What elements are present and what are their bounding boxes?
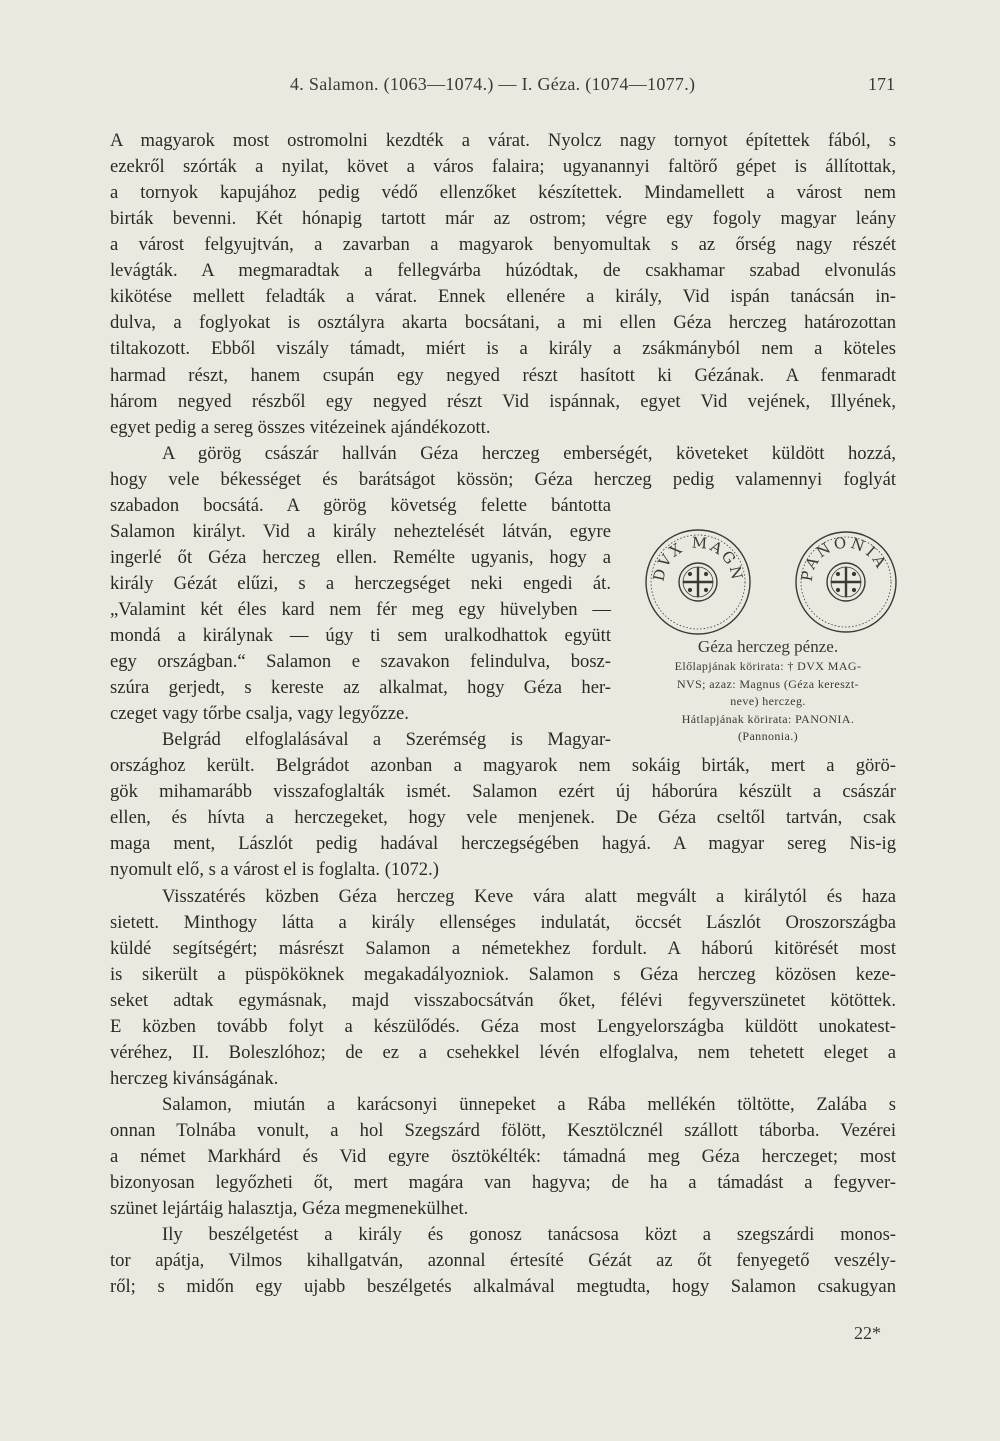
caption-line: (Pannonia.) bbox=[737, 729, 799, 743]
text-line: szúra gerjedt, s kereste az alkalmat, hogy Géza her- bbox=[110, 677, 611, 699]
text-line: országhoz került. Belgrádot azonban a magyarok nem sokáig birták, mert a görö- bbox=[110, 755, 896, 777]
running-title: 4. Salamon. (1063—1074.) — I. Géza. (1074—1077.) bbox=[290, 74, 696, 94]
caption-line: neve) herczeg. bbox=[730, 694, 806, 708]
coin-front bbox=[636, 520, 750, 634]
text-line: onnan Tolnába vonult, a hol Szegszárd fölött, Kesztölcznél szállott táborba. Vezérei bbox=[110, 1119, 896, 1141]
text-line: tor apátja, Vilmos kihallgatván, azonnal értesíté Gézát az őt fenyegető veszély- bbox=[110, 1250, 896, 1272]
text-line: Visszatérés közben Géza herczeg Keve vára alatt megvált a királytól és haza bbox=[162, 885, 896, 907]
text-line: véréhez, II. Boleszlóhoz; de ez a csehekkel lévén elfoglalva, nem tehetett eleget a bbox=[110, 1041, 896, 1063]
signature-mark: 22* bbox=[854, 1323, 881, 1343]
text-line: Salamon, miután a karácsonyi ünnepeket a Rába mellékén töltötte, Zalába s bbox=[162, 1093, 896, 1115]
caption-line: Előlapjának körirata: † DVX MAG- bbox=[674, 659, 862, 673]
text-line: a várost felgyujtván, a zavarban a magyarok benyomultak s az őrség nagy részét bbox=[110, 234, 896, 256]
caption-line: NVS; azaz: Magnus (Géza kereszt- bbox=[676, 676, 860, 691]
text-line: A magyarok most ostromolni kezdték a várat. Nyolcz nagy tornyot építettek fából, s bbox=[110, 130, 896, 151]
text-line: a német Markhárd és Vid egyre ösztökélték: támadná meg Géza herczeget; most bbox=[110, 1146, 896, 1167]
text-line: czeget vagy tőrbe csalja, vagy legyőzze. bbox=[110, 703, 409, 725]
coin-illustration bbox=[636, 520, 900, 644]
text-line: levágták. A megmaradtak a fellegvárba húzódtak, de csakhamar szabad elvonulás bbox=[110, 260, 896, 282]
text-line: mondá a királynak — úgy ti sem uralkodhattok együtt bbox=[110, 625, 611, 646]
figure-caption-title: Géza herczeg pénze. bbox=[697, 637, 839, 656]
page-number: 171 bbox=[868, 74, 895, 94]
text-line: hogy vele békességet és barátságot kössön; Géza herczeg pedig valamennyi foglyát bbox=[110, 468, 896, 490]
coin-back-legend: PANONIA bbox=[797, 533, 892, 583]
text-line: ről; s midőn egy ujabb beszélgetés alkalmával megtudta, hogy Salamon csakugyan bbox=[110, 1276, 896, 1298]
text-line: egy országban.“ Salamon e szavakon felindulva, bosz- bbox=[110, 651, 611, 672]
text-line: küldé segítségért; másrészt Salamon a németekhez fordult. A háború kitörését most bbox=[110, 937, 896, 959]
text-line: ezekről szórták a nyilat, követ a város falaira; ugyanannyi faltörő gépet is állítottak, bbox=[110, 156, 896, 178]
text-line: A görög császár hallván Géza herczeg emberségét, követeket küldött hozzá, bbox=[162, 442, 896, 464]
svg-text:PANONIA bbox=[798, 533, 891, 582]
coin-back bbox=[796, 532, 896, 632]
text-line: király Gézát elűzi, s a herczegséget neki engedi át. bbox=[110, 572, 611, 594]
text-line: ellen, és hívta a herczegeket, hogy vele menjenek. De Géza cseltől tartván, csak bbox=[110, 807, 896, 829]
text-line: szabadon bocsátá. A görög követség felette bántotta bbox=[110, 494, 611, 516]
text-line: sietett. Minthogy látta a király ellenséges indulatát, öccsét Lászlót Oroszországba bbox=[110, 911, 896, 933]
text-line: tiltakozott. Ebből viszály támadt, miért is a király a zsákmányból nem a köteles bbox=[110, 338, 896, 360]
text-line: E közben tovább folyt a készülődés. Géza most Lengyelországba küldött unokatest- bbox=[110, 1015, 896, 1037]
text-line: birták bevenni. Két hónapig tartott már az ostrom; végre egy fogoly magyar leány bbox=[110, 208, 896, 230]
text-line: Ily beszélgetést a király és gonosz tanácsosa közt a szegszárdi monos- bbox=[162, 1224, 896, 1246]
text-line: herczeg kivánságának. bbox=[110, 1067, 279, 1089]
coin-front-legend: DVX MAGN bbox=[649, 533, 747, 584]
text-line: seket adtak egymásnak, majd visszabocsátván őket, félévi fegyverszünetet kötöttek. bbox=[110, 989, 896, 1011]
caption-line: Hátlapjának körirata: PANONIA. bbox=[681, 711, 855, 726]
text-line: egyet pedig a sereg összes vitézeinek ajándékozott. bbox=[110, 416, 491, 438]
text-line: kikötése mellett feladták a várat. Ennek ellenére a király, Vid ispán tanácsán in- bbox=[110, 286, 896, 308]
text-line: Belgrád elfoglalásával a Szerémség is Magyar- bbox=[162, 729, 611, 751]
text-line: ingerlé őt Géza herczeg ellen. Remélte ugyanis, hogy a bbox=[110, 546, 611, 568]
text-line: szünet lejártáig halasztja, Géza megmenekülhet. bbox=[110, 1198, 469, 1219]
text-line: maga ment, Lászlót pedig hadával herczegségében hagyá. A magyar sereg Nis-ig bbox=[110, 833, 896, 855]
page-header bbox=[0, 74, 1000, 104]
text-line: a tornyok kapujához pedig védő ellenzőket készítettek. Mindamellett a várost nem bbox=[110, 182, 896, 204]
text-line: harmad részt, hanem csupán egy negyed részt hasított ki Gézának. A fenmaradt bbox=[110, 364, 896, 386]
text-line: három negyed részből egy negyed részt Vid ispánnak, egyet Vid vejének, Illyének, bbox=[110, 390, 896, 412]
text-line: bizonyosan legyőzheti őt, mert magára van hagyva; de ha a támadást a fegyver- bbox=[110, 1172, 896, 1193]
text-line: dulva, a foglyokat is osztályra akarta bocsátani, a mi ellen Géza herczeg határozottan bbox=[110, 312, 896, 334]
text-line: gök mihamarább visszafoglalták ismét. Salamon ezért új háborúra készült a császár bbox=[110, 781, 896, 803]
text-line: „Valamint két éles kard nem fér meg egy hüvelyben — bbox=[110, 598, 611, 620]
text-line: nyomult elő, s a várost el is foglalta. (1072.) bbox=[110, 859, 439, 881]
text-line: is sikerült a püspököknek megakadályozniok. Salamon s Géza herczeg közösen keze- bbox=[110, 963, 896, 985]
text-line: Salamon királyt. Vid a király neheztelését látván, egyre bbox=[110, 520, 611, 542]
